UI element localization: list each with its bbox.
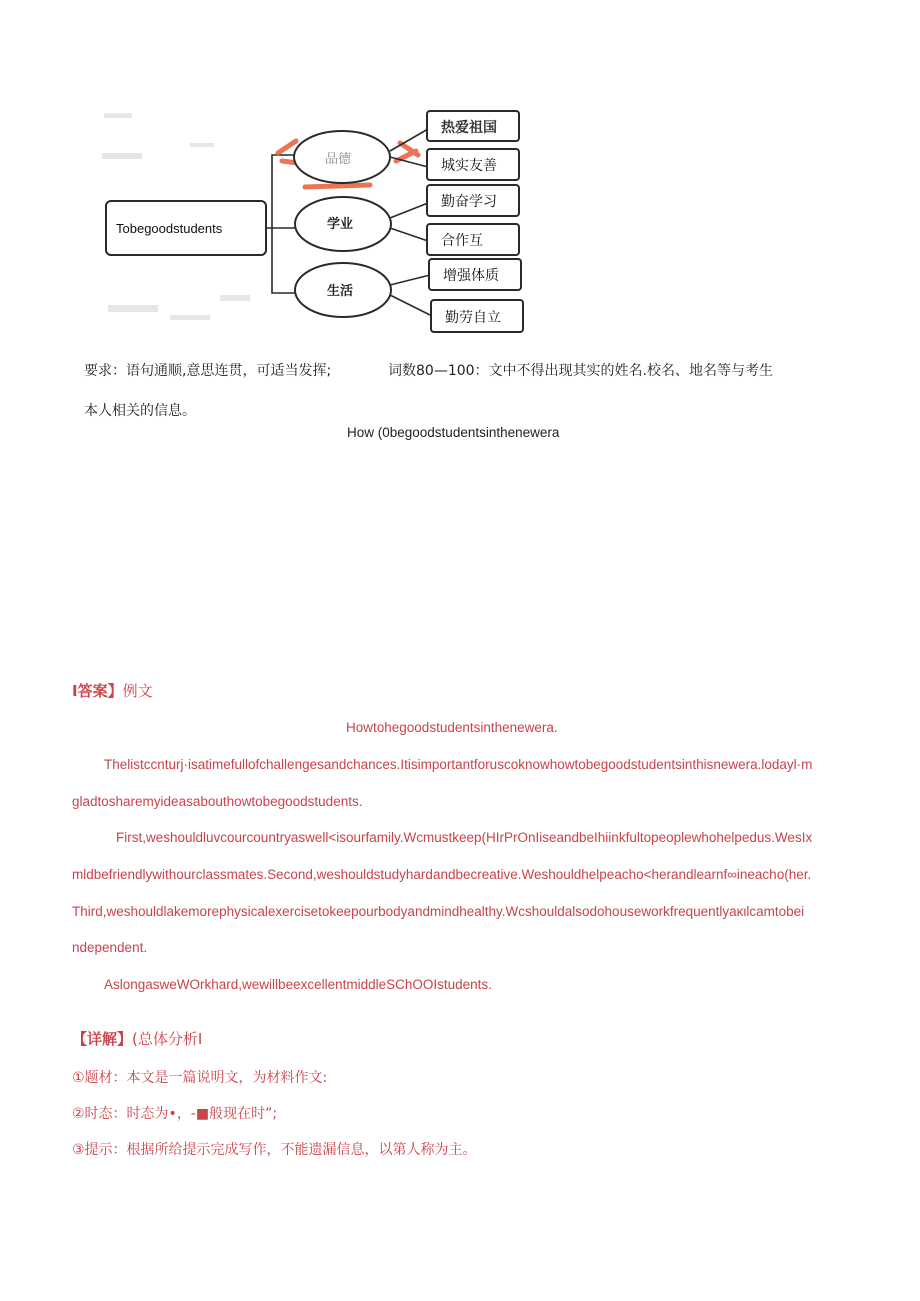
- leaf-label-6: 勤劳自立: [445, 310, 501, 326]
- leaf-label-3: 勤奋学习: [441, 194, 497, 210]
- category-label-3: 生活: [327, 284, 354, 299]
- answer-line-7: AslongasweWOrkhard,wewillbeexcellentmiddleSChOOIstudents.: [104, 977, 492, 992]
- analysis-label-tail: (总体分析I: [132, 1030, 203, 1048]
- answer-line-2: gladtosharemyideasabouthowtobegoodstudents.: [72, 794, 363, 809]
- requirement-right: 词数80—100：文中不得出现其实的姓名.校名、地名等与考生: [388, 363, 773, 379]
- mind-map-diagram: [100, 105, 540, 345]
- analysis-label: 【详解】: [72, 1030, 133, 1048]
- answer-line-3: First,weshouldluvcourcountryaswell<isourfamily.Wcmustkeep(HIrPrOnIiseandbeIhiinkfultopeoplewhohelpedus.WesIx: [116, 830, 813, 845]
- analysis-item-2: ②时态：时态为•，-■般现在时”;: [72, 1106, 278, 1122]
- answer-line-1: Thelistccnturj·isatimefullofchallengesandchances.Itisimportantforuscoknowhowtobegoodstudentsinthisnewera.lodayl·m: [104, 757, 813, 772]
- answer-title: Howtohegoodstudentsinthenewera.: [346, 720, 558, 735]
- analysis-item-3: ③提示：根据所给提示完成写作，不能遗漏信息，以第人称为主。: [72, 1142, 477, 1158]
- answer-line-5: Third,weshouldlakemorephysicalexercisetokeepourbodyandmindhealthy.Wcshouldalsodohouseworkfrequentlyaκιlcamtobei: [72, 904, 805, 919]
- leaf-label-1: 热爱祖国: [441, 120, 497, 136]
- analysis-item-1: ①题材：本文是一篇说明文，为材料作文:: [72, 1070, 328, 1086]
- category-label-1: 品德: [325, 152, 352, 167]
- answer-heading: [72, 680, 153, 701]
- essay-prompt-title: How (0begoodstudentsinthenewera: [347, 425, 560, 440]
- answer-label-tail: 例文: [122, 682, 153, 700]
- answer-label: I答案】: [72, 682, 123, 700]
- center-node-label: Tobegoodstudents: [116, 221, 223, 236]
- requirement-line2: 本人相关的信息。: [84, 403, 196, 419]
- leaf-label-2: 城实友善: [441, 158, 497, 174]
- answer-line-6: ndependent.: [72, 940, 148, 955]
- leaf-label-5: 增强体质: [443, 268, 499, 284]
- category-label-2: 学业: [327, 217, 354, 232]
- answer-line-4: mldbefriendlywithourclassmates.Second,weshouldstudyhardandbecreative.Weshouldhelpeacho<herandlearnf∞ineacho(her.: [72, 867, 812, 882]
- analysis-heading: [72, 1028, 202, 1049]
- leaf-label-4: 合作互: [441, 233, 483, 249]
- requirement-left: 要求：语句通顺,意思连贯，可适当发挥;: [84, 363, 332, 379]
- leaf-connectors: [390, 129, 430, 315]
